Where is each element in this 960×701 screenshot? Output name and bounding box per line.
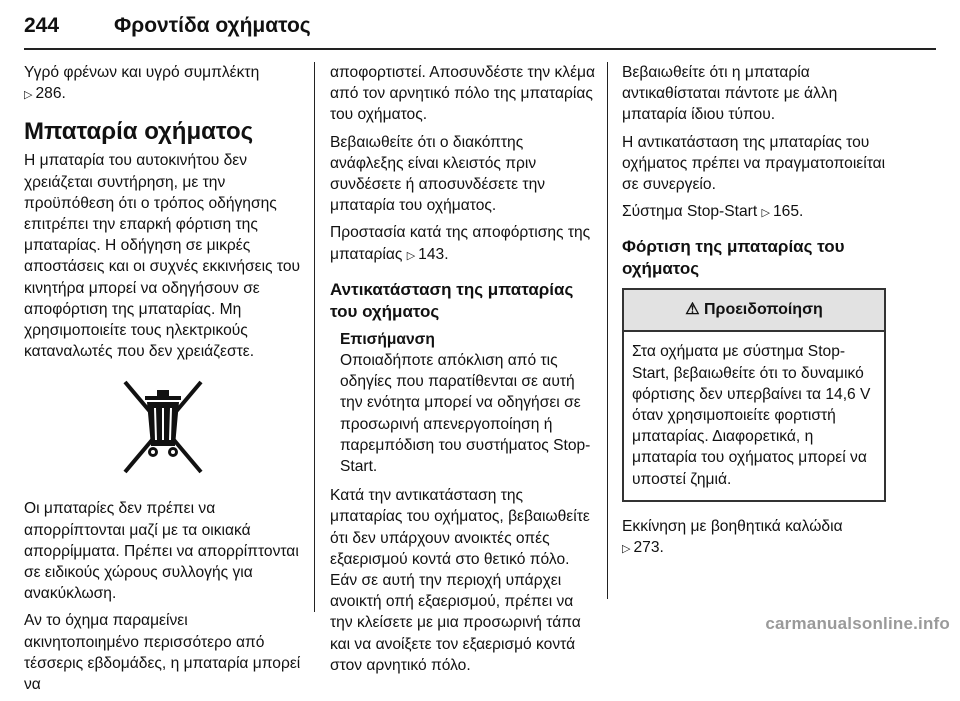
intro-text: Υγρό φρένων και υγρό συμπλέκτη: [24, 64, 260, 81]
reference-text: Εκκίνηση με βοηθητικά καλώδια: [622, 517, 843, 535]
section-heading: Αντικατάσταση της μπαταρίας του οχήματος: [330, 279, 574, 321]
reference-text: Σύστημα Stop-Start: [622, 203, 758, 221]
warning-body: Στα οχήματα με σύστημα Stop-Start, βεβαιωθείτε ότι το δυναμικό φόρτισης δεν υπερβαίνει τα 14,6 V όταν χρησιμοποιείτε φορτιστή μπαταρίας. Διαφορετικά, η μπαταρία του οχήματος μπορεί να υποστεί ζημιά.: [632, 343, 871, 488]
paragraph: αποφορτιστεί. Αποσυνδέστε την κλέμα από τον αρνητικό πόλο της μπαταρίας του οχήματος.: [330, 64, 596, 124]
page-reference-link[interactable]: 165.: [772, 203, 804, 221]
note-box: [330, 329, 596, 477]
section-heading: Φόρτιση της μπαταρίας του οχήματος: [622, 237, 845, 279]
intro-paragraph: [24, 62, 302, 106]
triangle-right-icon: ▷: [406, 249, 416, 262]
triangle-right-icon: ▷: [24, 89, 33, 102]
column-3: [622, 62, 886, 566]
column-2: [330, 62, 596, 682]
crossed-out-wheelie-bin-icon: [117, 376, 209, 480]
paragraph: [330, 222, 596, 266]
warning-title: Προειδοποίηση: [703, 301, 823, 319]
page-reference-link[interactable]: 143.: [418, 245, 449, 263]
warning-triangle-icon: ⚠: [685, 301, 700, 319]
paragraph: [622, 516, 886, 560]
note-title: Επισήμανση: [340, 330, 435, 348]
warning-header: [624, 290, 884, 332]
page-reference-link[interactable]: 286.: [35, 85, 66, 103]
reference-text: Προστασία κατά της αποφόρτισης της μπαταρίας: [330, 224, 591, 263]
paragraph: Βεβαιωθείτε ότι η μπαταρία αντικαθίσταται πάντοτε με άλλη μπαταρία ίδιου τύπου.: [622, 64, 838, 124]
triangle-right-icon: ▷: [622, 543, 631, 556]
watermark: carmanualsonline.info: [765, 614, 950, 633]
paragraph: Βεβαιωθείτε ότι ο διακόπτης ανάφλεξης είναι κλειστός πριν συνδέσετε ή αποσυνδέσετε την μπαταρία του οχήματος.: [330, 133, 546, 215]
page-header: [24, 10, 936, 52]
paragraph: Κατά την αντικατάσταση της μπαταρίας του οχήματος, βεβαιωθείτε ότι δεν υπάρχουν ανοικτές οπές εξαερισμού κοντά στο θετικό πόλο. Εάν σε αυτή την περιοχή υπάρχει ανοικτή οπή εξαερισμού, πρέπει να την κλείσετε με μια προσωρινή τάπα και να ανοίξετε τον εξαερισμό κοντά στον αρνητικό πόλο.: [330, 487, 590, 674]
section-heading: Μπαταρία οχήματος: [24, 118, 254, 146]
triangle-right-icon: ▷: [761, 207, 770, 220]
page-title: Φροντίδα οχήματος: [114, 14, 311, 37]
column-divider: [314, 62, 315, 612]
page-reference-link[interactable]: 273.: [633, 539, 664, 557]
note-body: Οποιαδήποτε απόκλιση από τις οδηγίες που παρατίθενται σε αυτή την ενότητα μπορεί να οδηγήσει σε προσωρινή απενεργοποίηση ή παρεμπόδιση του συστήματος Stop-Start.: [340, 352, 591, 476]
paragraph: Αν το όχημα παραμείνει ακινητοποιημένο περισσότερο από τέσσερις εβδομάδες, η μπαταρία μπορεί να: [24, 612, 301, 694]
paragraph: Η αντικατάσταση της μπαταρίας του οχήματος πρέπει να πραγματοποιείται σε συνεργείο.: [622, 133, 886, 194]
paragraph: Οι μπαταρίες δεν πρέπει να απορρίπτονται μαζί με τα οικιακά απορρίμματα. Πρέπει να απορρίπτονται σε ειδικούς χώρους συλλογής για ανακύκλωση.: [24, 500, 299, 603]
column-1: [24, 62, 302, 701]
paragraph: [622, 201, 886, 224]
page-number: 244: [24, 14, 60, 37]
warning-box: [622, 288, 886, 501]
paragraph: Η μπαταρία του αυτοκινήτου δεν χρειάζεται συντήρηση, με την προϋπόθεση ότι ο τρόπος οδήγησης επιτρέπει την επαρκή φόρτιση της μπαταρίας. Η οδήγηση σε μικρές αποστάσεις και οι συχνές εκκινήσεις του κινητήρα μπορεί να οδηγήσουν σε αποφόρτιση της μπαταρίας. Μη χρησιμοποιείτε τους ηλεκτρικούς καταναλωτές που δεν χρειάζεστε.: [24, 152, 301, 361]
header-rule: [24, 48, 936, 50]
column-divider: [607, 62, 608, 599]
